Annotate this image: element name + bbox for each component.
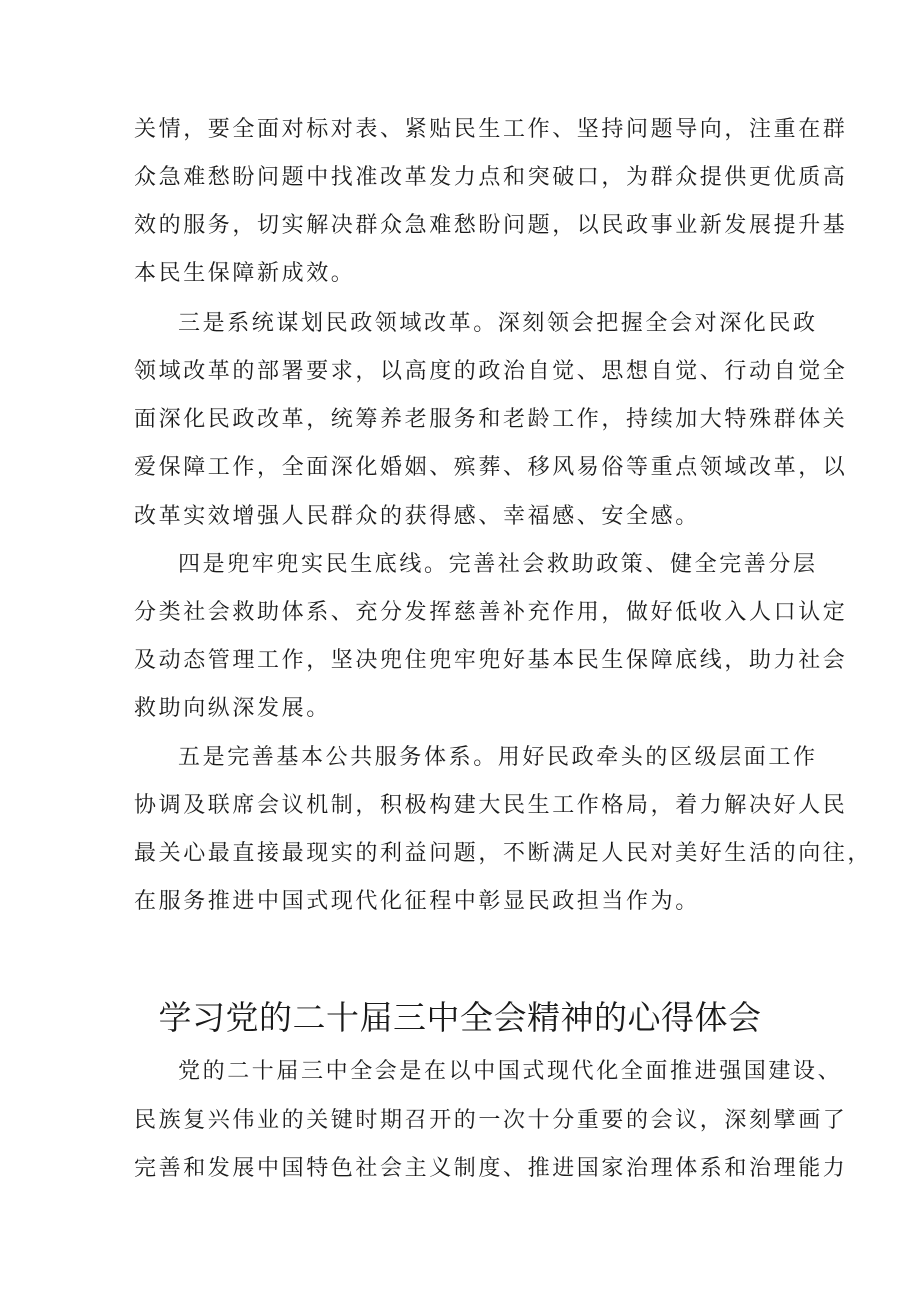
paragraph-line: 及动态管理工作，坚决兜住兜牢兜好基本民生保障底线，助力社会 — [134, 648, 848, 673]
paragraph-line: 面深化民政改革，统筹养老服务和老龄工作，持续加大特殊群体关 — [134, 407, 848, 432]
paragraph-line: 效的服务，切实解决群众急难愁盼问题，以民政事业新发展提升基 — [134, 213, 848, 238]
paragraph-line: 本民生保障新成效。 — [134, 261, 356, 286]
paragraph-line: 关情，要全面对标对表、紧贴民生工作、坚持问题导向，注重在群 — [134, 117, 848, 142]
paragraph-line: 众急难愁盼问题中找准改革发力点和突破口，为群众提供更优质高 — [134, 165, 848, 190]
paragraph-line: 救助向纵深发展。 — [134, 696, 331, 721]
paragraph-line: 改革实效增强人民群众的获得感、幸福感、安全感。 — [134, 504, 700, 529]
paragraph-line: 民族复兴伟业的关键时期召开的一次十分重要的会议，深刻擘画了 — [134, 1108, 848, 1133]
article-title: 学习党的二十届三中全会精神的心得体会 — [158, 998, 762, 1037]
paragraph-line: 分类社会救助体系、充分发挥慈善补充作用，做好低收入人口认定 — [134, 600, 848, 625]
paragraph-line: 完善和发展中国特色社会主义制度、推进国家治理体系和治理能力 — [134, 1156, 848, 1181]
paragraph-line: 协调及联席会议机制，积极构建大民生工作格局，着力解决好人民 — [134, 793, 848, 818]
paragraph-line: 四是兜牢兜实民生底线。完善社会救助政策、健全完善分层 — [178, 552, 818, 577]
paragraph-line: 党的二十届三中全会是在以中国式现代化全面推进强国建设、 — [178, 1059, 843, 1084]
paragraph-line: 爱保障工作，全面深化婚姻、殡葬、移风易俗等重点领域改革，以 — [134, 455, 848, 480]
paragraph-line: 三是系统谋划民政领域改革。深刻领会把握全会对深化民政 — [178, 311, 818, 336]
paragraph-line: 领域改革的部署要求，以高度的政治自觉、思想自觉、行动自觉全 — [134, 359, 848, 384]
paragraph-line: 五是完善基本公共服务体系。用好民政牵头的区级层面工作 — [178, 745, 818, 770]
paragraph-line: 在服务推进中国式现代化征程中彰显民政担当作为。 — [134, 889, 700, 914]
paragraph-line: 最关心最直接最现实的利益问题，不断满足人民对美好生活的向往， — [134, 841, 873, 866]
